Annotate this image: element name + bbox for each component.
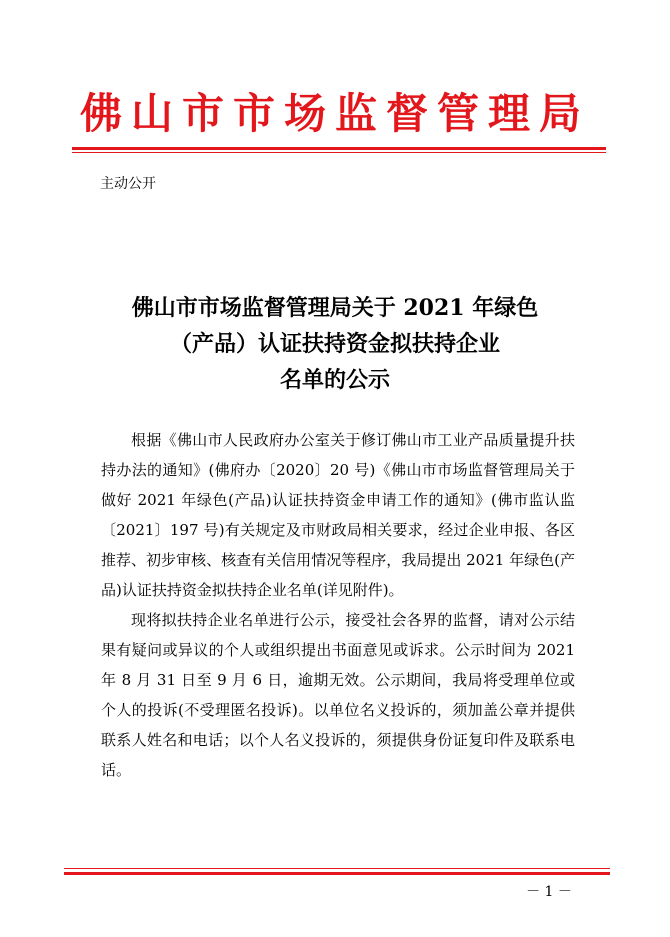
document-title-line-1: 佛山市市场监督管理局关于 2021 年绿色	[131, 295, 539, 321]
letterhead-title: 佛山市市场监督管理局	[79, 89, 590, 138]
document-title-line-3: 名单的公示	[279, 367, 390, 393]
document-title-line-2: （产品）认证扶持资金拟扶持企业	[169, 331, 500, 357]
body-paragraph-2: 现将拟扶持企业名单进行公示，接受社会各界的监督，请对公示结果有疑问或异议的个人或组织提出书面意见或诉求。公示时间为 2021 年 8 月 31 日至 9 月 6 日，逾期无效。公示期间，我局将受理单位或个人的投诉(不受理匿名投诉)。以单位名义投诉的，须加盖公章并提供联系人姓名和电话；以个人名义投诉的，须提供身份证复印件及联系电话。	[101, 611, 575, 779]
letterhead-divider-thick	[72, 147, 606, 150]
letterhead-divider-thin	[72, 152, 606, 153]
footer-divider-thin	[64, 868, 610, 869]
footer-divider-thick	[64, 872, 610, 875]
disclosure-label: 主动公开	[100, 176, 156, 192]
body-paragraph-1: 根据《佛山市人民政府办公室关于修订佛山市工业产品质量提升扶持办法的通知》(佛府办〔2020〕20 号)《佛山市市场监督管理局关于做好 2021 年绿色(产品)认证扶持资金申请工作的通知》(佛市监认监〔2021〕197 号)有关规定及市财政局相关要求，经过企业申报、各区推荐、初步审核、核查有关信用情况等程序，我局提出 2021 年绿色(产品)认证扶持资金拟扶持企业名单(详见附件)。	[101, 431, 575, 599]
document-title	[0, 290, 670, 398]
document-body	[101, 425, 575, 785]
page-number: － 1 －	[526, 884, 572, 900]
